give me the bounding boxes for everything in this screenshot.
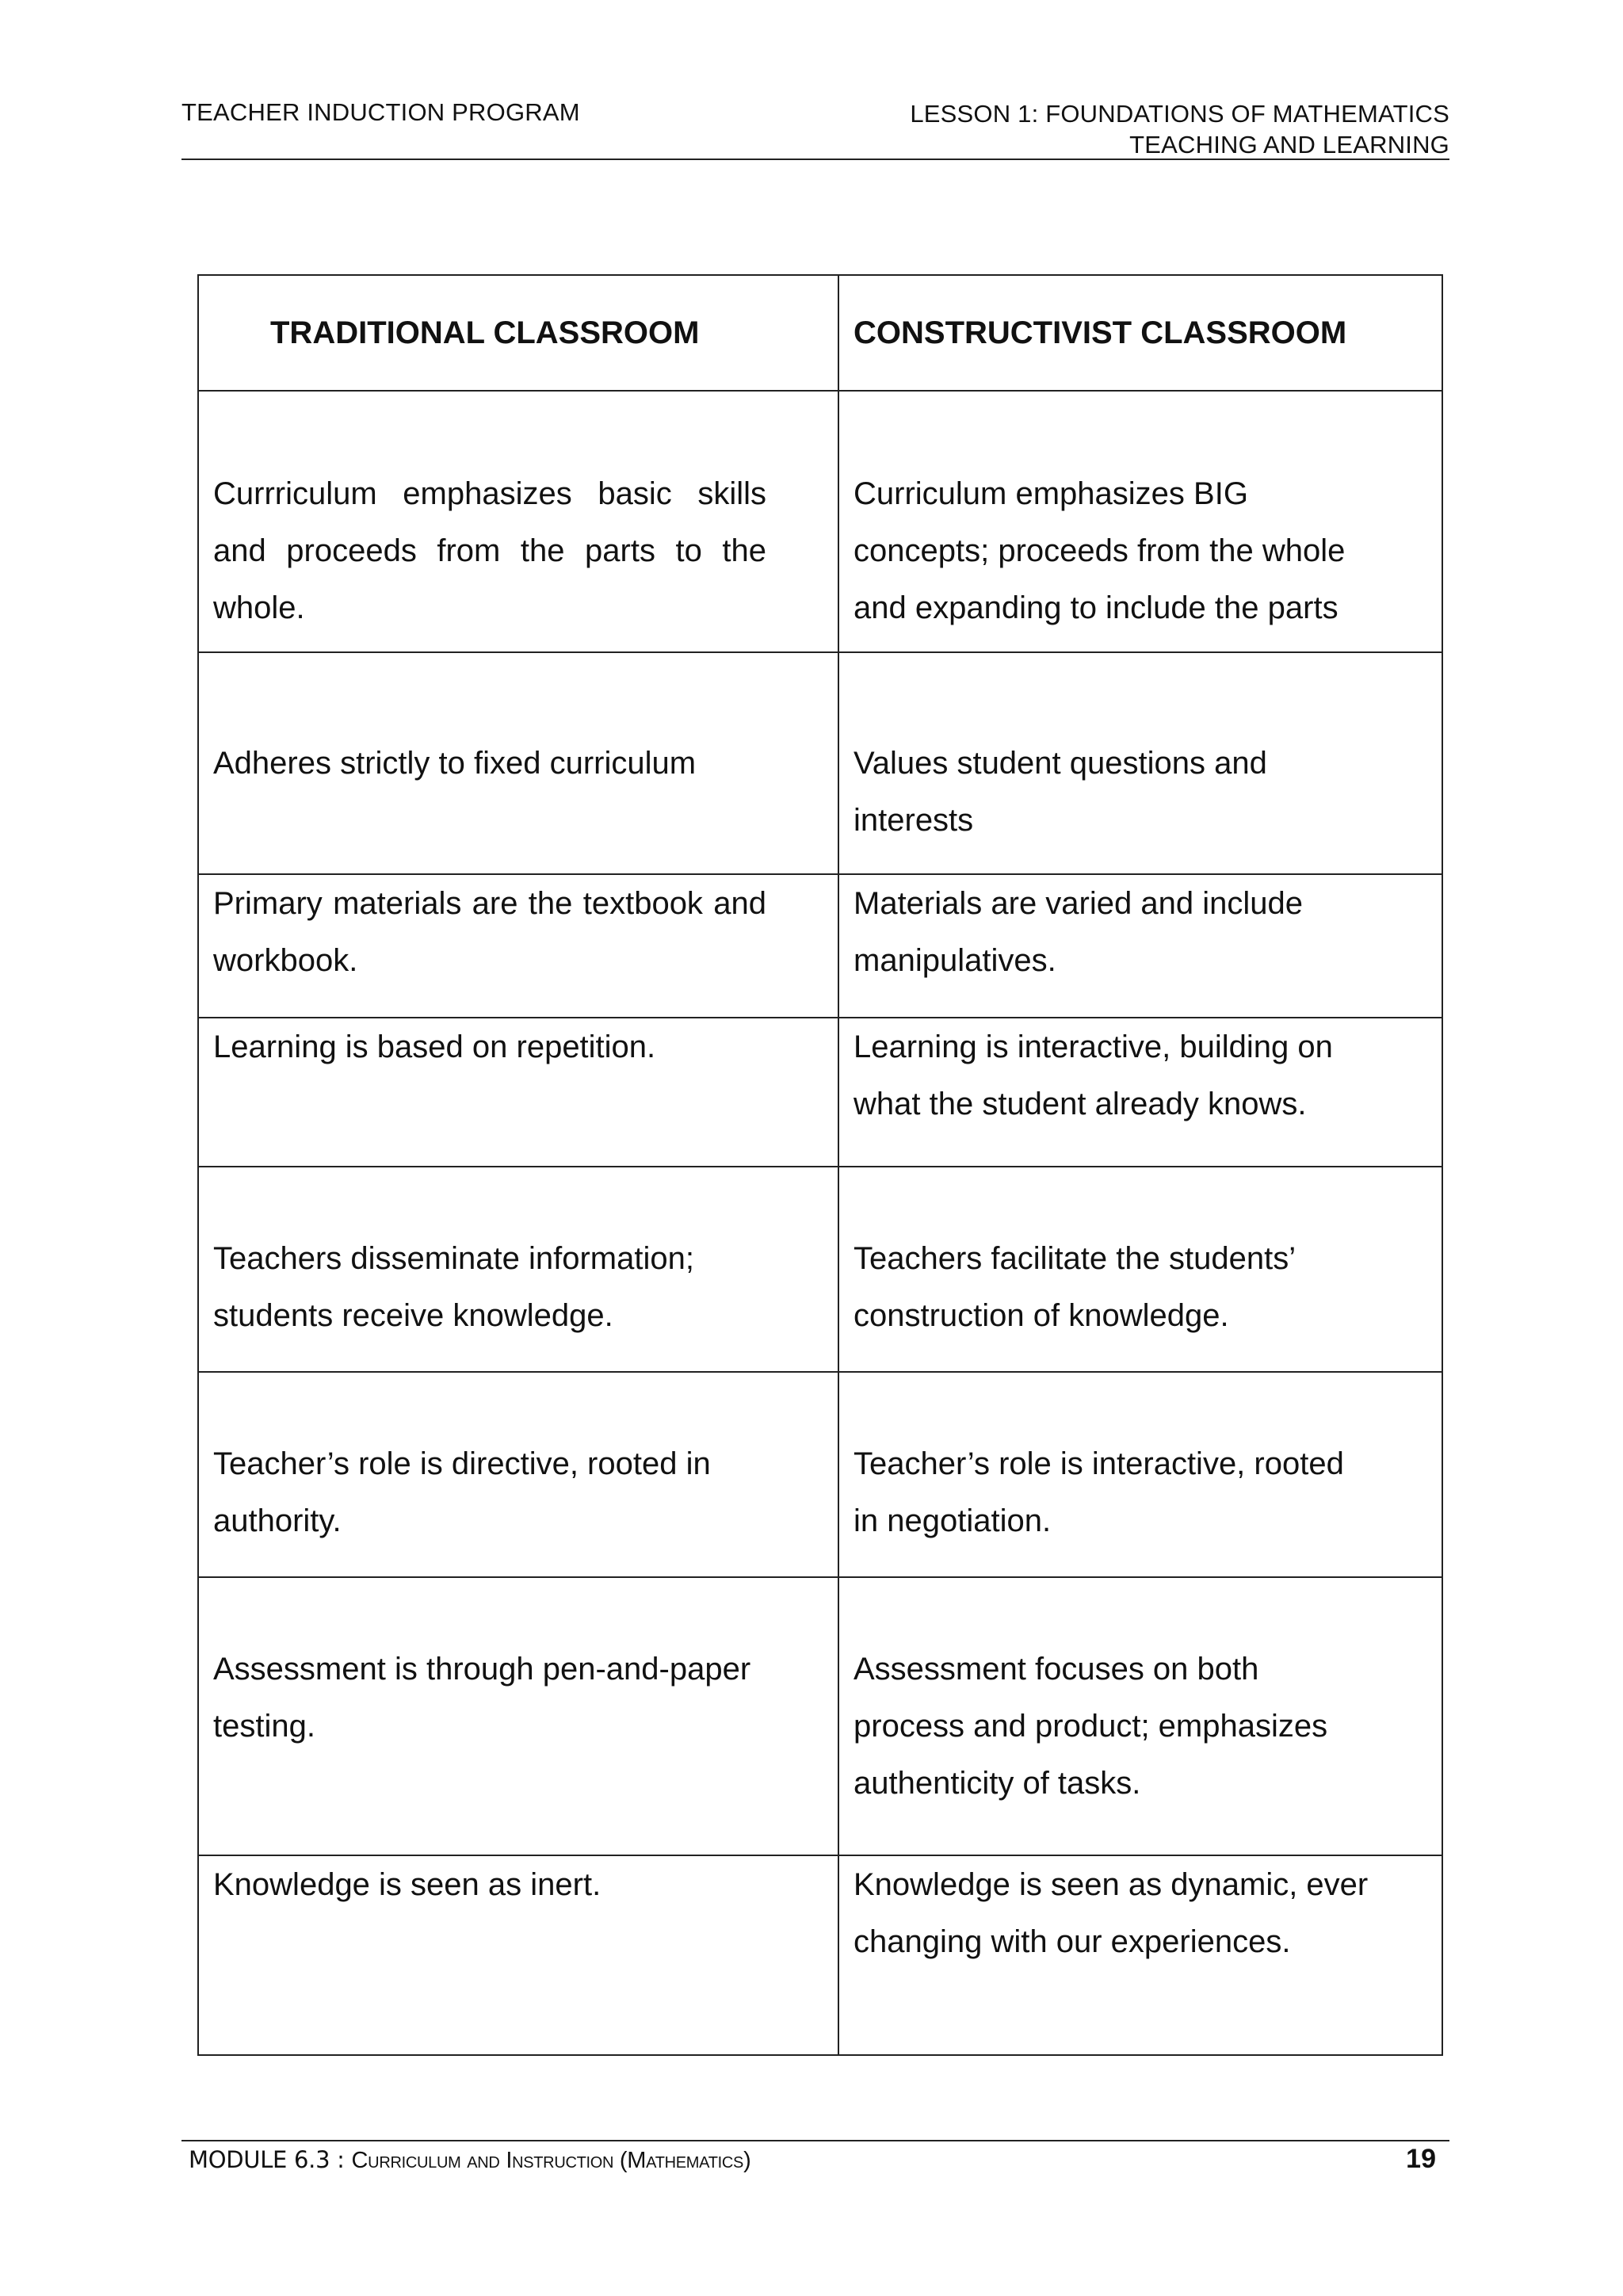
traditional-cell-text: Teacher’s role is directive, rooted in authority.: [213, 1446, 711, 1538]
constructivist-cell-text: Learning is interactive, building on what the student already knows.: [854, 1030, 1333, 1121]
traditional-cell: [198, 1577, 838, 1855]
constructivist-cell: [838, 1577, 1442, 1855]
traditional-cell-text: Assessment is through pen-and-paper testing.: [213, 1652, 751, 1744]
constructivist-cell-text: Assessment focuses on both process and product; emphasizes authenticity of tasks.: [854, 1652, 1328, 1801]
traditional-cell-text: Primary materials are the textbook and workbook.: [213, 886, 766, 978]
running-header-right-line1: LESSON 1: FOUNDATIONS OF MATHEMATICS: [910, 100, 1449, 128]
constructivist-cell: [838, 874, 1442, 1018]
header-constructivist-classroom: CONSTRUCTIVIST CLASSROOM: [838, 275, 1442, 391]
table-header-row: [198, 275, 1442, 391]
traditional-cell-text: Learning is based on repetition.: [213, 1030, 656, 1064]
traditional-cell: [198, 1372, 838, 1577]
header-divider: [181, 159, 1449, 160]
constructivist-cell: [838, 652, 1442, 874]
comparison-table: [197, 274, 1443, 2056]
footer-divider: [181, 2140, 1449, 2141]
constructivist-cell-text: Teacher’s role is interactive, rooted in negotiation.: [854, 1446, 1344, 1538]
running-header-right: [910, 98, 1449, 160]
table-row: [198, 1577, 1442, 1855]
constructivist-cell-text: Teachers facilitate the students’ construction of knowledge.: [854, 1241, 1295, 1333]
constructivist-cell: [838, 391, 1442, 652]
constructivist-cell: [838, 1855, 1442, 2055]
traditional-cell: [198, 874, 838, 1018]
table-row: [198, 391, 1442, 652]
constructivist-cell-text: Curriculum emphasizes BIG concepts; proceeds from the whole and expanding to include the parts: [854, 476, 1346, 625]
constructivist-cell: [838, 1167, 1442, 1372]
traditional-cell: [198, 1018, 838, 1167]
constructivist-cell-text: Materials are varied and include manipulatives.: [854, 886, 1303, 978]
running-header-right-line2: TEACHING AND LEARNING: [1129, 131, 1449, 159]
traditional-cell: [198, 391, 838, 652]
traditional-cell: [198, 1167, 838, 1372]
running-header-left: TEACHER INDUCTION PROGRAM: [181, 98, 580, 126]
table-row: [198, 1372, 1442, 1577]
table-row: [198, 1018, 1442, 1167]
constructivist-cell-text: Values student questions and interests: [854, 746, 1267, 838]
table-row: [198, 652, 1442, 874]
footer-module-label: MODULE 6.3 :: [189, 2146, 352, 2173]
traditional-cell-text: Teachers disseminate information; students receive knowledge.: [213, 1241, 694, 1333]
traditional-cell-text: Adheres strictly to fixed curriculum: [213, 746, 697, 781]
traditional-cell-text: Currriculum emphasizes basic skills and proceeds from the parts to the whole.: [213, 476, 766, 625]
header-traditional-classroom: TRADITIONAL CLASSROOM: [198, 275, 838, 391]
table-row: [198, 1167, 1442, 1372]
constructivist-cell: [838, 1372, 1442, 1577]
traditional-cell: [198, 652, 838, 874]
constructivist-cell: [838, 1018, 1442, 1167]
traditional-cell-text: Knowledge is seen as inert.: [213, 1867, 601, 1902]
constructivist-cell-text: Knowledge is seen as dynamic, ever changing with our experiences.: [854, 1867, 1369, 1959]
page-number: 19: [1406, 2144, 1436, 2174]
footer-module-title: Curriculum and Instruction (Mathematics): [351, 2148, 751, 2173]
traditional-cell: [198, 1855, 838, 2055]
table-row: [198, 1855, 1442, 2055]
running-footer: [189, 2146, 750, 2174]
table-row: [198, 874, 1442, 1018]
